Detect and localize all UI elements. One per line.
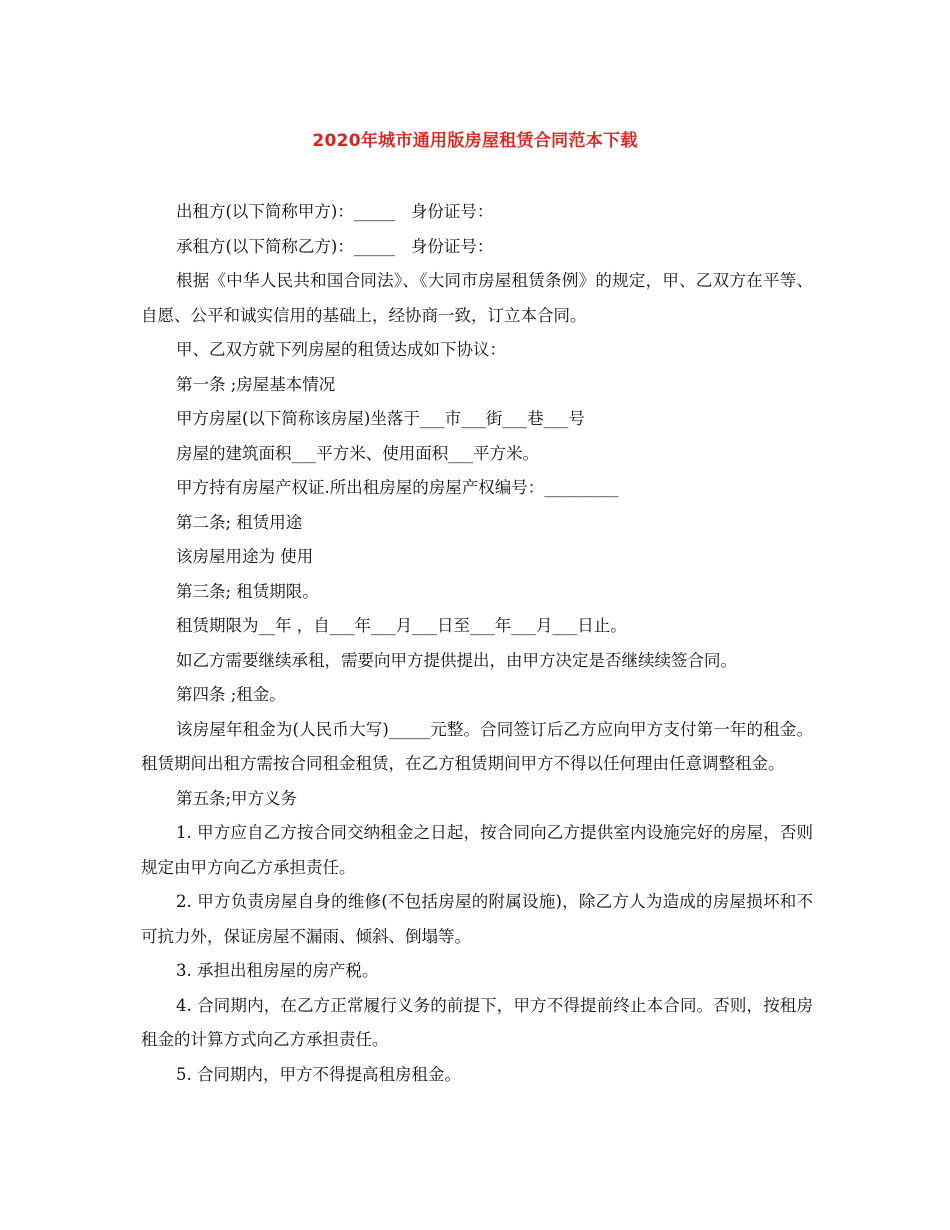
paragraph-renewal: 如乙方需要继续承租，需要向甲方提供提出，由甲方决定是否继续续签合同。 <box>176 650 737 670</box>
article-3-heading: 第三条; 租赁期限。 <box>176 581 319 601</box>
paragraph-property-cert: 甲方持有房屋产权证.所出租房屋的房屋产权编号：_________ <box>176 478 619 497</box>
obligation-item-4: 4. 合同期内，在乙方正常履行义务的前提下，甲方不得提前终止本合同。否则，按租房租金的计算方式向乙方承担责任。 <box>141 995 813 1049</box>
paragraph-usage: 该房屋用途为 使用 <box>176 547 314 566</box>
article-4-heading: 第四条 ;租金。 <box>176 685 286 704</box>
paragraph-area: 房屋的建筑面积___平方米、使用面积___平方米。 <box>176 443 539 463</box>
paragraph-lease-term: 租赁期限为__年 ，自___年___月___日至___年___月___日止。 <box>176 616 627 635</box>
obligation-item-3: 3. 承担出租房屋的房产税。 <box>176 961 379 980</box>
paragraph-location: 甲方房屋(以下简称该房屋)坐落于___市___街___巷___号 <box>176 409 585 428</box>
article-1-heading: 第一条 ;房屋基本情况 <box>176 374 336 394</box>
paragraph-legal-basis: 根据《中华人民共和国合同法》、《大同市房屋租赁条例》的规定，甲、乙双方在平等、自愿、公平和诚实信用的基础上，经协商一致，订立本合同。 <box>141 271 813 325</box>
article-5-heading: 第五条;甲方义务 <box>176 788 298 808</box>
paragraph-agreement-intro: 甲、乙双方就下列房屋的租赁达成如下协议： <box>176 340 506 359</box>
obligation-item-5: 5. 合同期内，甲方不得提高租房租金。 <box>176 1064 461 1084</box>
paragraph-rent: 该房屋年租金为(人民币大写)_____元整。合同签订后乙方应向甲方支付第一年的租金。租赁期间出租方需按合同租金租赁，在乙方租赁期间甲方不得以任何理由任意调整租金。 <box>141 719 813 773</box>
paragraph-lessee: 承租方(以下简称乙方)：_____ 身份证号： <box>176 236 494 256</box>
document-body <box>141 195 813 1092</box>
paragraph-lessor: 出租方(以下简称甲方)：_____ 身份证号： <box>176 202 494 221</box>
document-title: 2020年城市通用版房屋租赁合同范本下载 <box>312 131 638 151</box>
obligation-item-2: 2. 甲方负责房屋自身的维修(不包括房屋的附属设施)，除乙方人为造成的房屋损坏和不可抗力外，保证房屋不漏雨、倾斜、倒塌等。 <box>141 892 813 946</box>
obligation-item-1: 1. 甲方应自乙方按合同交纳租金之日起，按合同向乙方提供室内设施完好的房屋，否则规定由甲方向乙方承担责任。 <box>141 823 813 877</box>
article-2-heading: 第二条; 租赁用途 <box>176 512 303 532</box>
